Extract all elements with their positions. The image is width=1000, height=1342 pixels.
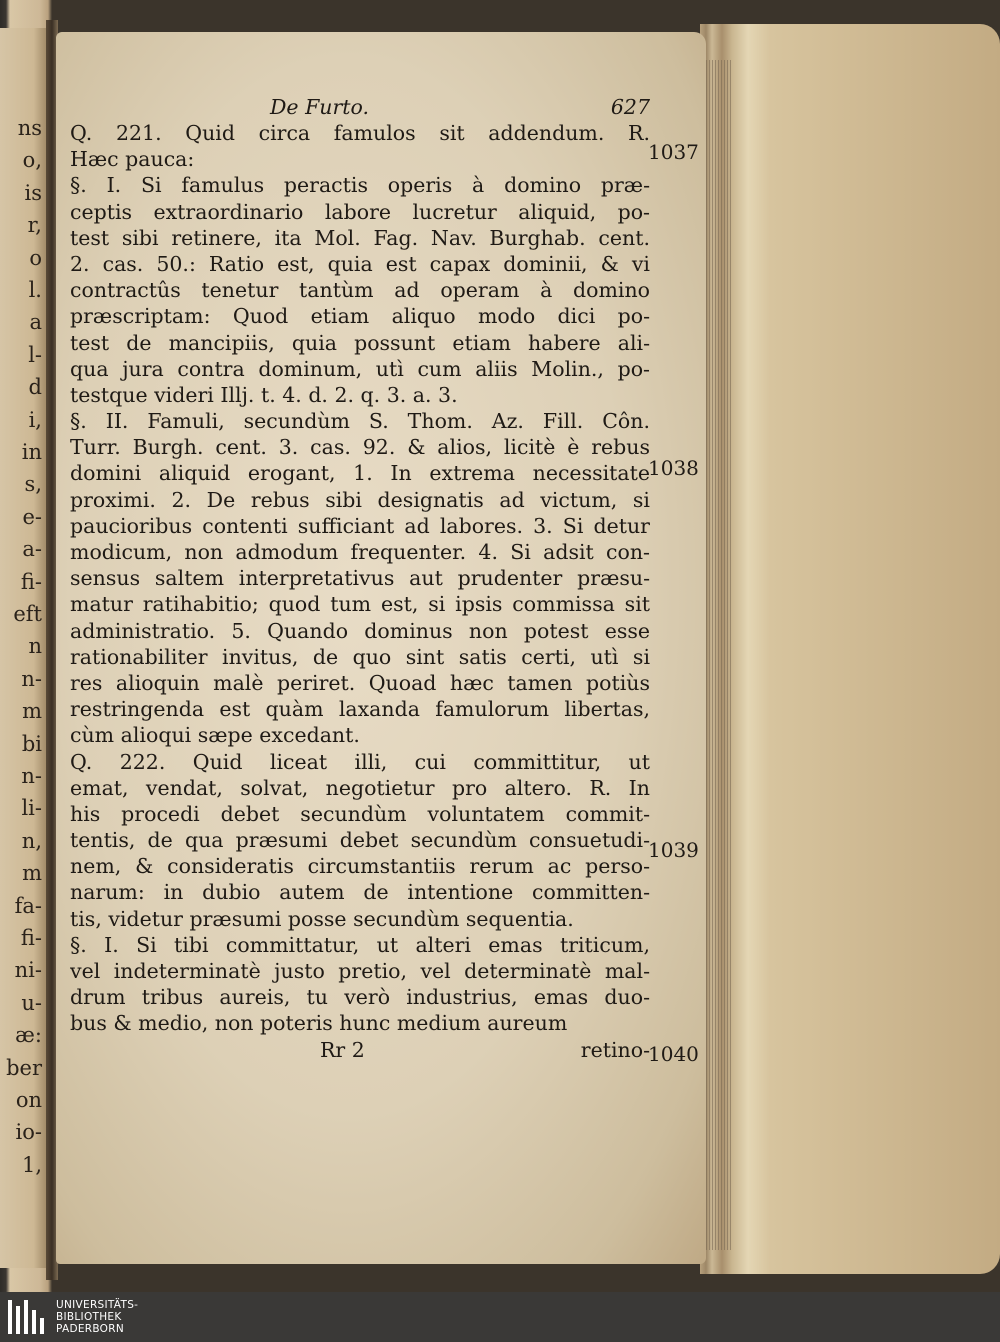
left-page-fragment: ns	[17, 116, 42, 140]
text-line: paucioribus contenti sufficiant ad labores. 3. Si detur	[70, 513, 650, 538]
margin-number-1039: 1039	[648, 838, 699, 862]
page-number: 627	[610, 95, 650, 119]
left-page-fragment: u-	[21, 990, 42, 1015]
left-page-fragment: l.	[28, 278, 42, 302]
left-page-fragment: a-	[22, 537, 42, 562]
text-line: tentis, de qua præsumi debet secundùm consuetudi-	[70, 828, 650, 853]
left-page-fragment: fi-	[20, 926, 42, 950]
text-line: §. II. Famuli, secundùm S. Thom. Az. Fill. Côn.	[70, 409, 650, 434]
left-page-fragment: e-	[22, 504, 42, 529]
library-name-line3: PADERBORN	[56, 1323, 124, 1335]
text-line: testque videri Illj. t. 4. d. 2. q. 3. a. 3.	[70, 382, 458, 407]
text-line: Turr. Burgh. cent. 3. cas. 92. & alios, licitè è rebus	[70, 435, 650, 460]
text-line: 2. cas. 50.: Ratio est, quia est capax dominii, & vi	[70, 251, 650, 276]
margin-number-1038: 1038	[648, 456, 699, 480]
left-page-fragment: n-	[21, 764, 42, 788]
left-page-fragment: d	[28, 375, 42, 400]
text-line: rationabiliter invitus, de quo sint satis certi, utì si	[70, 644, 650, 669]
left-page-fragment: o	[29, 245, 42, 270]
left-page-fragment: 1,	[21, 1152, 42, 1177]
page-footer-line	[70, 1037, 650, 1063]
text-line: tis, videtur præsumi posse secundùm sequentia.	[70, 906, 574, 931]
page-edges	[700, 24, 1000, 1274]
text-line: restringenda est quàm laxanda famulorum libertas,	[70, 697, 650, 722]
text-line: res alioquin malè periret. Quoad hæc tamen potiùs	[70, 670, 650, 695]
library-logo-icon	[8, 1300, 48, 1334]
text-line: qua jura contra dominum, utì cum aliis Molin., po-	[70, 356, 650, 381]
left-page-fragment: o,	[22, 148, 42, 173]
body-text	[70, 120, 650, 1037]
text-line: administratio. 5. Quando dominus non potest esse	[70, 618, 650, 643]
left-page-fragment: n-	[21, 666, 42, 691]
text-line: Q. 221. Quid circa famulos sit addendum. R.	[70, 121, 650, 145]
left-page-fragment: li-	[21, 796, 42, 821]
library-footer-bar	[0, 1292, 1000, 1342]
text-line: narum: in dubio autem de intentione committen-	[70, 880, 650, 905]
left-page-fragment: ni-	[14, 958, 42, 983]
text-line: Hæc pauca:	[70, 147, 195, 172]
left-page-fragment: æ:	[15, 1023, 42, 1048]
left-page-edge	[0, 28, 48, 1268]
text-line: proximi. 2. De rebus sibi designatis ad victum, si	[70, 487, 650, 512]
library-name	[56, 1299, 138, 1335]
text-line: præscriptam: Quod etiam aliquo modo dici po-	[70, 304, 650, 329]
text-line: matur ratihabitio; quod tum est, si ipsis commissa sit	[70, 592, 650, 617]
left-page-fragment: l-	[28, 342, 42, 367]
page-edge-lines	[706, 60, 732, 1250]
text-line: test de mancipiis, quia possunt etiam habere ali-	[70, 330, 650, 355]
text-line: ceptis extraordinario labore lucretur aliquid, po-	[70, 199, 650, 224]
left-page-fragment: i,	[28, 407, 42, 432]
left-page-fragment: m	[22, 861, 42, 886]
left-page-fragment: a	[29, 310, 42, 335]
page-text	[70, 94, 650, 1063]
text-line: vel indeterminatè justo pretio, vel determinatè mal-	[70, 959, 650, 983]
left-page-fragment: bi	[21, 731, 42, 756]
signature-mark: Rr 2	[320, 1037, 365, 1062]
margin-number-1040: 1040	[648, 1042, 699, 1066]
text-line: Q. 222. Quid liceat illi, cui committitur, ut	[70, 749, 650, 774]
left-page-fragment: n,	[21, 828, 42, 853]
left-page-fragment: in	[21, 440, 42, 464]
text-line: §. I. Si tibi committatur, ut alteri emas triticum,	[70, 932, 650, 957]
text-line: nem, & consideratis circumstantiis rerum ac perso-	[70, 854, 650, 879]
text-line: cùm alioqui sæpe excedant.	[70, 723, 360, 748]
left-page-fragment: r,	[27, 213, 42, 238]
left-page-fragment: s,	[24, 472, 42, 497]
left-page-fragment: on	[15, 1088, 42, 1112]
left-page-fragment: n	[28, 634, 42, 659]
text-line: drum tribus aureis, tu verò industrius, emas duo-	[70, 985, 650, 1010]
text-line: sensus saltem interpretativus aut prudenter præsu-	[70, 566, 650, 591]
text-line: his procedi debet secundùm voluntatem commit-	[70, 801, 650, 826]
text-line: emat, vendat, solvat, negotietur pro altero. R. In	[70, 775, 650, 800]
library-name-line1: UNIVERSITÄTS-	[56, 1299, 139, 1311]
library-name-line2: BIBLIOTHEK	[56, 1311, 122, 1323]
running-head	[70, 94, 650, 120]
text-line: contractûs tenetur tantùm ad operam à domino	[70, 278, 650, 303]
left-page-fragment: ber	[6, 1055, 42, 1080]
left-page-fragment: m	[22, 699, 42, 724]
running-head-title: De Furto.	[270, 95, 370, 119]
margin-number-1037: 1037	[648, 140, 699, 164]
left-page-fragment: fi-	[20, 569, 42, 594]
left-page-fragment: fa-	[14, 893, 42, 918]
left-page-fragment: eft	[13, 602, 42, 626]
text-line: modicum, non admodum frequenter. 4. Si adsit con-	[70, 540, 650, 564]
text-line: bus & medio, non poteris hunc medium aureum	[70, 1011, 568, 1036]
left-page-fragment: is	[24, 180, 42, 205]
left-page-fragment: io-	[15, 1120, 42, 1145]
text-line: test sibi retinere, ita Mol. Fag. Nav. Burghab. cent.	[70, 225, 650, 250]
catchword: retino-	[580, 1037, 650, 1062]
text-line: §. I. Si famulus peractis operis à domino præ-	[70, 173, 650, 198]
text-line: domini aliquid erogant, 1. In extrema necessitate	[70, 461, 650, 486]
